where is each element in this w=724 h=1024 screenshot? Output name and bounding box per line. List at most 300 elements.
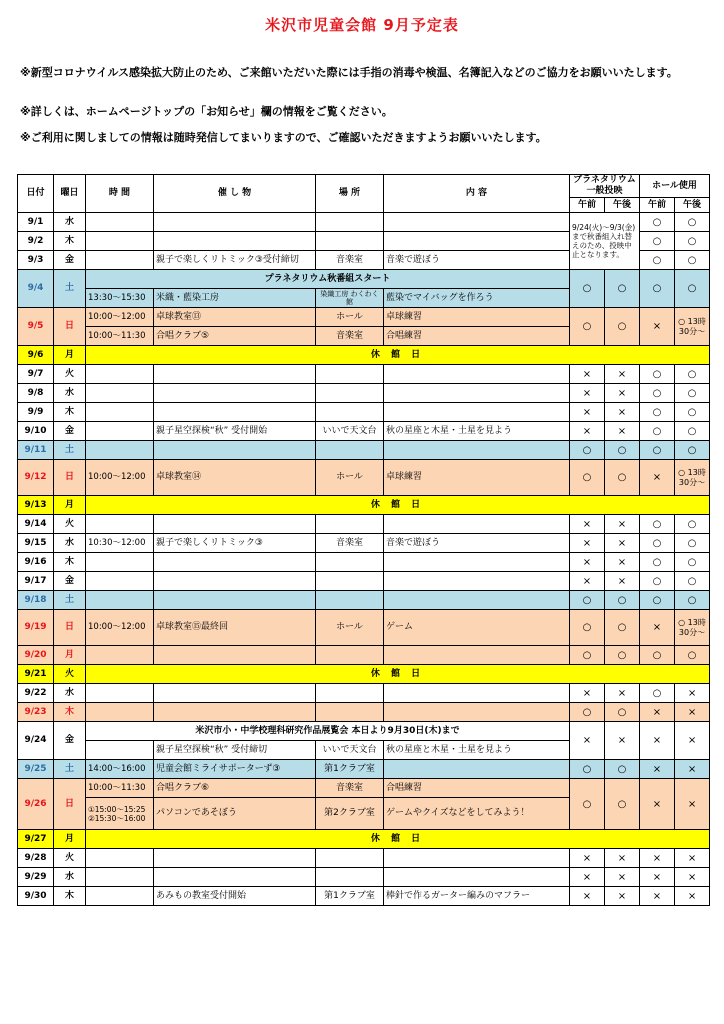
planetarium-am-status: ○ — [570, 610, 605, 646]
event-cell: 卓球教室⑮最終回 — [154, 610, 316, 646]
hall-pm-status: × — [675, 868, 710, 887]
header-content: 内 容 — [384, 175, 570, 213]
weekday-cell: 土 — [54, 760, 86, 779]
event-cell — [154, 849, 316, 868]
time-cell — [86, 232, 154, 251]
event-cell — [154, 403, 316, 422]
table-row — [18, 384, 710, 403]
planetarium-pm-status: ○ — [605, 441, 640, 460]
planetarium-am-status: × — [570, 534, 605, 553]
date-cell: 9/30 — [18, 887, 54, 906]
hall-am-status: × — [640, 868, 675, 887]
weekday-cell: 月 — [54, 346, 86, 365]
table-row — [18, 868, 710, 887]
time-cell — [86, 384, 154, 403]
planetarium-am-status: ○ — [570, 760, 605, 779]
event-cell — [154, 684, 316, 703]
place-cell: 音楽室 — [316, 534, 384, 553]
hall-am-status: ○ — [640, 515, 675, 534]
table-row — [18, 496, 710, 515]
time-cell: ①15:00～15:25 ②15:30～16:00 — [86, 798, 154, 830]
hall-am-status: ○ — [640, 534, 675, 553]
planetarium-pm-status: × — [605, 384, 640, 403]
planetarium-pm-status: ○ — [605, 646, 640, 665]
date-cell: 9/9 — [18, 403, 54, 422]
weekday-cell: 火 — [54, 365, 86, 384]
table-row — [18, 553, 710, 572]
place-cell: 染織工房 わくわく館 — [316, 289, 384, 308]
hall-pm-status: × — [675, 760, 710, 779]
content-cell: 藍染でマイバッグを作ろう — [384, 289, 570, 308]
planetarium-pm-status: ○ — [605, 703, 640, 722]
table-row — [18, 779, 710, 798]
place-cell — [316, 572, 384, 591]
hall-pm-status: ○ — [675, 553, 710, 572]
table-row — [18, 534, 710, 553]
table-row — [18, 646, 710, 665]
date-cell: 9/16 — [18, 553, 54, 572]
content-cell — [384, 646, 570, 665]
table-row — [18, 308, 710, 327]
content-cell: 合唱練習 — [384, 779, 570, 798]
closed-label: 休 館 日 — [86, 346, 710, 365]
hall-pm-status: ○ — [675, 422, 710, 441]
content-cell: 卓球練習 — [384, 308, 570, 327]
hall-pm-status: × — [675, 779, 710, 830]
hall-am-status: × — [640, 308, 675, 346]
weekday-cell: 水 — [54, 684, 86, 703]
header-date: 日付 — [18, 175, 54, 213]
closed-label: 休 館 日 — [86, 496, 710, 515]
place-cell — [316, 703, 384, 722]
place-cell — [316, 646, 384, 665]
table-row — [18, 572, 710, 591]
event-cell — [154, 365, 316, 384]
weekday-cell: 木 — [54, 232, 86, 251]
planetarium-pm-status: × — [605, 365, 640, 384]
header-place: 場 所 — [316, 175, 384, 213]
hall-pm-status: ○ — [675, 365, 710, 384]
hall-pm-status: × — [675, 722, 710, 760]
event-cell: 児童会館ミライサポーターず③ — [154, 760, 316, 779]
event-cell: 米織・藍染工房 — [154, 289, 316, 308]
event-cell: パソコンであそぼう — [154, 798, 316, 830]
planetarium-pm-status: × — [605, 553, 640, 572]
header-hall-pm: 午後 — [675, 198, 710, 213]
event-cell — [154, 515, 316, 534]
hall-pm-status: ○ — [675, 646, 710, 665]
time-cell — [86, 868, 154, 887]
time-cell — [86, 213, 154, 232]
content-cell — [384, 515, 570, 534]
weekday-cell: 水 — [54, 384, 86, 403]
place-cell — [316, 684, 384, 703]
planetarium-pm-status: × — [605, 868, 640, 887]
table-row — [18, 610, 710, 646]
hall-pm-status: ○ — [675, 232, 710, 251]
event-cell — [154, 553, 316, 572]
place-cell: いいで天文台 — [316, 422, 384, 441]
hall-pm-status: ○ 13時30分～ — [675, 308, 710, 346]
planetarium-am-status: ○ — [570, 441, 605, 460]
weekday-cell: 月 — [54, 496, 86, 515]
weekday-cell: 水 — [54, 868, 86, 887]
planetarium-am-status: ○ — [570, 591, 605, 610]
weekday-cell: 金 — [54, 722, 86, 760]
time-cell: 10:00～11:30 — [86, 779, 154, 798]
table-row — [18, 849, 710, 868]
content-cell — [384, 232, 570, 251]
place-cell — [316, 515, 384, 534]
planetarium-am-status: ○ — [570, 646, 605, 665]
content-cell: 合唱練習 — [384, 327, 570, 346]
date-cell: 9/6 — [18, 346, 54, 365]
hall-am-status: ○ — [640, 572, 675, 591]
hall-am-status: ○ — [640, 232, 675, 251]
hall-pm-status: ○ — [675, 515, 710, 534]
date-cell: 9/19 — [18, 610, 54, 646]
weekday-cell: 水 — [54, 534, 86, 553]
planetarium-pm-status: × — [605, 572, 640, 591]
weekday-cell: 月 — [54, 830, 86, 849]
planetarium-am-status: × — [570, 849, 605, 868]
banner-cell: プラネタリウム秋番組スタート — [86, 270, 570, 289]
place-cell — [316, 213, 384, 232]
weekday-cell: 木 — [54, 703, 86, 722]
table-row — [18, 887, 710, 906]
date-cell: 9/20 — [18, 646, 54, 665]
notice-homepage: ※詳しくは、ホームページトップの「お知らせ」欄の情報をご覧ください。 — [20, 105, 393, 118]
place-cell — [316, 591, 384, 610]
planetarium-pm-status: × — [605, 515, 640, 534]
event-cell — [154, 868, 316, 887]
header-planetarium-pm: 午後 — [605, 198, 640, 213]
hall-pm-status: ○ — [675, 270, 710, 308]
hall-pm-status: ○ — [675, 384, 710, 403]
time-cell — [86, 403, 154, 422]
date-cell: 9/7 — [18, 365, 54, 384]
place-cell — [316, 232, 384, 251]
weekday-cell: 土 — [54, 270, 86, 308]
planetarium-pm-status: ○ — [605, 779, 640, 830]
hall-pm-status: ○ — [675, 572, 710, 591]
time-cell: 10:00～12:00 — [86, 308, 154, 327]
table-row — [18, 403, 710, 422]
date-cell: 9/24 — [18, 722, 54, 760]
date-cell: 9/14 — [18, 515, 54, 534]
content-cell — [384, 365, 570, 384]
event-cell — [154, 213, 316, 232]
hall-am-status: ○ — [640, 251, 675, 270]
planetarium-pm-status: × — [605, 422, 640, 441]
page-title: 米沢市児童会館 9月予定表 — [265, 16, 459, 34]
time-cell — [86, 572, 154, 591]
hall-am-status: ○ — [640, 553, 675, 572]
time-cell — [86, 553, 154, 572]
date-cell: 9/8 — [18, 384, 54, 403]
event-cell — [154, 232, 316, 251]
content-cell — [384, 760, 570, 779]
hall-am-status: × — [640, 722, 675, 760]
planetarium-pm-status: ○ — [605, 270, 640, 308]
hall-pm-status: ○ — [675, 403, 710, 422]
hall-am-status: ○ — [640, 365, 675, 384]
time-cell: 10:00～12:00 — [86, 610, 154, 646]
table-row — [18, 830, 710, 849]
header-hall: ホール使用 — [640, 175, 710, 198]
place-cell — [316, 868, 384, 887]
place-cell — [316, 365, 384, 384]
place-cell: 第2クラブ室 — [316, 798, 384, 830]
weekday-cell: 火 — [54, 665, 86, 684]
content-cell — [384, 403, 570, 422]
date-cell: 9/11 — [18, 441, 54, 460]
weekday-cell: 土 — [54, 441, 86, 460]
weekday-cell: 金 — [54, 251, 86, 270]
table-row — [18, 665, 710, 684]
hall-am-status: ○ — [640, 422, 675, 441]
notice-updates: ※ご利用に関しましての情報は随時発信してまいりますので、ご確認いただきますようお願いいたします。 — [20, 131, 547, 144]
content-cell: 音楽で遊ぼう — [384, 534, 570, 553]
weekday-cell: 日 — [54, 308, 86, 346]
table-row — [18, 591, 710, 610]
planetarium-am-status: × — [570, 722, 605, 760]
hall-pm-status: ○ 13時30分～ — [675, 460, 710, 496]
planetarium-am-status: ○ — [570, 703, 605, 722]
place-cell: ホール — [316, 610, 384, 646]
time-cell: 10:30～12:00 — [86, 534, 154, 553]
event-cell: 卓球教室⑬ — [154, 308, 316, 327]
planetarium-am-status: × — [570, 868, 605, 887]
event-cell — [154, 703, 316, 722]
hall-am-status: ○ — [640, 403, 675, 422]
date-cell: 9/10 — [18, 422, 54, 441]
hall-am-status: ○ — [640, 684, 675, 703]
event-cell: 親子で楽しくリトミック③受付締切 — [154, 251, 316, 270]
hall-am-status: × — [640, 760, 675, 779]
hall-pm-status: ○ — [675, 251, 710, 270]
table-row — [18, 515, 710, 534]
notice-covid: ※新型コロナウイルス感染拡大防止のため、ご来館いただいた際には手指の消毒や検温、名簿記入などのご協力をお願いいたします。 — [20, 66, 678, 79]
event-cell — [154, 384, 316, 403]
table-row — [18, 346, 710, 365]
weekday-cell: 火 — [54, 515, 86, 534]
date-cell: 9/12 — [18, 460, 54, 496]
table-row — [18, 460, 710, 496]
date-cell: 9/4 — [18, 270, 54, 308]
table-row — [18, 703, 710, 722]
content-cell — [384, 384, 570, 403]
hall-pm-status: × — [675, 703, 710, 722]
planetarium-am-status: × — [570, 365, 605, 384]
place-cell: 音楽室 — [316, 779, 384, 798]
event-cell — [154, 646, 316, 665]
place-cell — [316, 403, 384, 422]
time-cell — [86, 684, 154, 703]
event-cell: 親子で楽しくリトミック③ — [154, 534, 316, 553]
weekday-cell: 月 — [54, 646, 86, 665]
place-cell — [316, 553, 384, 572]
hall-pm-status: ○ — [675, 213, 710, 232]
hall-pm-status: × — [675, 684, 710, 703]
event-cell: 合唱クラブ⑤ — [154, 327, 316, 346]
time-cell — [86, 251, 154, 270]
place-cell — [316, 441, 384, 460]
event-cell: 卓球教室⑭ — [154, 460, 316, 496]
date-cell: 9/27 — [18, 830, 54, 849]
content-cell — [384, 849, 570, 868]
content-cell: 音楽で遊ぼう — [384, 251, 570, 270]
date-cell: 9/21 — [18, 665, 54, 684]
planetarium-am-status: ○ — [570, 779, 605, 830]
weekday-cell: 日 — [54, 460, 86, 496]
planetarium-am-status: × — [570, 887, 605, 906]
content-cell — [384, 591, 570, 610]
content-cell: 卓球練習 — [384, 460, 570, 496]
hall-pm-status: ○ — [675, 534, 710, 553]
content-cell — [384, 553, 570, 572]
event-cell — [154, 591, 316, 610]
weekday-cell: 金 — [54, 422, 86, 441]
planetarium-am-status: × — [570, 422, 605, 441]
time-cell — [86, 646, 154, 665]
time-cell — [86, 365, 154, 384]
content-cell — [384, 572, 570, 591]
header-weekday: 曜日 — [54, 175, 86, 213]
place-cell: ホール — [316, 460, 384, 496]
date-cell: 9/26 — [18, 779, 54, 830]
closed-label: 休 館 日 — [86, 830, 710, 849]
hall-pm-status: ○ 13時30分～ — [675, 610, 710, 646]
hall-am-status: ○ — [640, 213, 675, 232]
table-row — [18, 422, 710, 441]
time-cell: 14:00～16:00 — [86, 760, 154, 779]
place-cell: 第1クラブ室 — [316, 760, 384, 779]
table-row — [18, 213, 710, 232]
date-cell: 9/18 — [18, 591, 54, 610]
hall-am-status: ○ — [640, 441, 675, 460]
weekday-cell: 土 — [54, 591, 86, 610]
table-row — [18, 270, 710, 289]
date-cell: 9/2 — [18, 232, 54, 251]
table-row — [18, 684, 710, 703]
planetarium-am-status: × — [570, 684, 605, 703]
weekday-cell: 水 — [54, 213, 86, 232]
time-cell — [86, 441, 154, 460]
hall-am-status: ○ — [640, 270, 675, 308]
date-cell: 9/28 — [18, 849, 54, 868]
hall-am-status: × — [640, 610, 675, 646]
table-row — [18, 760, 710, 779]
hall-am-status: × — [640, 703, 675, 722]
place-cell: ホール — [316, 308, 384, 327]
table-row — [18, 441, 710, 460]
hall-am-status: × — [640, 887, 675, 906]
time-cell — [86, 591, 154, 610]
place-cell — [316, 384, 384, 403]
place-cell: いいで天文台 — [316, 741, 384, 760]
planetarium-am-status: ○ — [570, 270, 605, 308]
closed-label: 休 館 日 — [86, 665, 710, 684]
header-hall-am: 午前 — [640, 198, 675, 213]
header-planetarium-am: 午前 — [570, 198, 605, 213]
planetarium-am-status: × — [570, 572, 605, 591]
hall-am-status: × — [640, 460, 675, 496]
time-cell — [86, 741, 154, 760]
place-cell: 音楽室 — [316, 327, 384, 346]
weekday-cell: 日 — [54, 610, 86, 646]
event-cell: あみもの教室受付開始 — [154, 887, 316, 906]
planetarium-pm-status: ○ — [605, 460, 640, 496]
place-cell: 第1クラブ室 — [316, 887, 384, 906]
content-cell — [384, 703, 570, 722]
time-cell — [86, 849, 154, 868]
time-cell — [86, 422, 154, 441]
time-cell: 13:30～15:30 — [86, 289, 154, 308]
planetarium-am-status: × — [570, 384, 605, 403]
planetarium-note: 9/24(火)～9/3(金)まで秋番組入れ替えのため、投映中止となります。 — [570, 213, 640, 270]
content-cell — [384, 441, 570, 460]
hall-pm-status: × — [675, 849, 710, 868]
table-row — [18, 722, 710, 741]
hall-am-status: ○ — [640, 646, 675, 665]
time-cell: 10:00～12:00 — [86, 460, 154, 496]
content-cell — [384, 868, 570, 887]
date-cell: 9/5 — [18, 308, 54, 346]
place-cell — [316, 849, 384, 868]
date-cell: 9/17 — [18, 572, 54, 591]
content-cell: 秋の星座と木星・土星を見よう — [384, 422, 570, 441]
event-cell — [154, 572, 316, 591]
header-row — [18, 175, 710, 198]
weekday-cell: 日 — [54, 779, 86, 830]
date-cell: 9/13 — [18, 496, 54, 515]
date-cell: 9/25 — [18, 760, 54, 779]
hall-am-status: ○ — [640, 591, 675, 610]
planetarium-am-status: ○ — [570, 308, 605, 346]
hall-pm-status: ○ — [675, 591, 710, 610]
date-cell: 9/29 — [18, 868, 54, 887]
weekday-cell: 火 — [54, 849, 86, 868]
hall-pm-status: ○ — [675, 441, 710, 460]
content-cell — [384, 684, 570, 703]
planetarium-am-status: ○ — [570, 460, 605, 496]
table-row — [18, 365, 710, 384]
hall-am-status: ○ — [640, 384, 675, 403]
place-cell: 音楽室 — [316, 251, 384, 270]
event-cell: 合唱クラブ⑥ — [154, 779, 316, 798]
planetarium-pm-status: ○ — [605, 760, 640, 779]
content-cell: 棒針で作るガーター編みのマフラー — [384, 887, 570, 906]
planetarium-pm-status: ○ — [605, 308, 640, 346]
date-cell: 9/23 — [18, 703, 54, 722]
hall-am-status: × — [640, 779, 675, 830]
header-planetarium: プラネタリウム一般投映 — [570, 175, 640, 198]
content-cell: ゲーム — [384, 610, 570, 646]
planetarium-am-status: × — [570, 515, 605, 534]
event-cell: 親子星空探検“秋” 受付開始 — [154, 422, 316, 441]
content-cell — [384, 213, 570, 232]
hall-am-status: × — [640, 849, 675, 868]
header-time: 時 間 — [86, 175, 154, 213]
time-cell — [86, 703, 154, 722]
banner-cell: 米沢市小・中学校理科研究作品展覧会 本日より9月30日(木)まで — [86, 722, 570, 741]
planetarium-am-status: × — [570, 553, 605, 572]
date-cell: 9/22 — [18, 684, 54, 703]
event-cell: 親子星空探検“秋” 受付締切 — [154, 741, 316, 760]
content-cell: ゲームやクイズなどをしてみよう！ — [384, 798, 570, 830]
planetarium-pm-status: × — [605, 534, 640, 553]
